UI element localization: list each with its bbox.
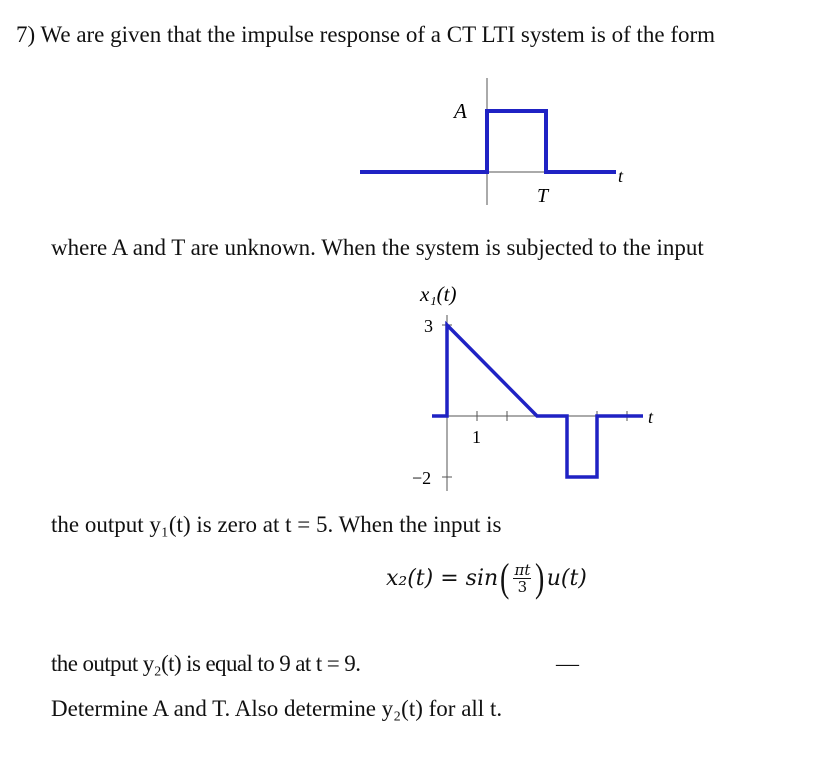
h-amp-label: A [454, 99, 467, 123]
x1-title: x₁(t) [420, 282, 457, 306]
x2-fraction-numerator: πt [514, 560, 531, 579]
determine-line: Determine A and T. Also determine y₂(t) for all t. [51, 696, 503, 721]
impulse-response-figure [0, 0, 817, 230]
input-x1-figure [0, 275, 817, 505]
x2-rhs: u(t) [546, 565, 587, 591]
right-paren: ) [535, 555, 545, 600]
problem-intro: 7) We are given that the impulse response of a CT LTI system is of the form [16, 22, 716, 47]
x1-label-1: 1 [472, 427, 481, 447]
output-y1-line: the output y₁(t) is zero at t = 5. When the input is [51, 512, 502, 537]
x2-lhs: x₂(t) = sin [386, 565, 499, 591]
h-T-label: T [537, 185, 549, 207]
h-pulse-curve [360, 111, 616, 172]
dash-mark: — [556, 651, 579, 676]
x2-fraction [513, 562, 531, 595]
output-y2-line: the output y₂(t) is equal to 9 at t = 9. [51, 651, 361, 676]
x1-label-3: 3 [424, 316, 433, 336]
h-t-label: t [618, 166, 624, 186]
x2-equation [386, 555, 587, 600]
x2-fraction-denominator: 3 [517, 577, 528, 596]
x1-signal-curve [432, 325, 643, 477]
left-paren: ( [500, 555, 510, 600]
x1-label-neg2: −2 [412, 468, 432, 488]
where-line: where A and T are unknown. When the system is subjected to the input [51, 235, 704, 260]
x1-t-label: t [648, 407, 654, 427]
